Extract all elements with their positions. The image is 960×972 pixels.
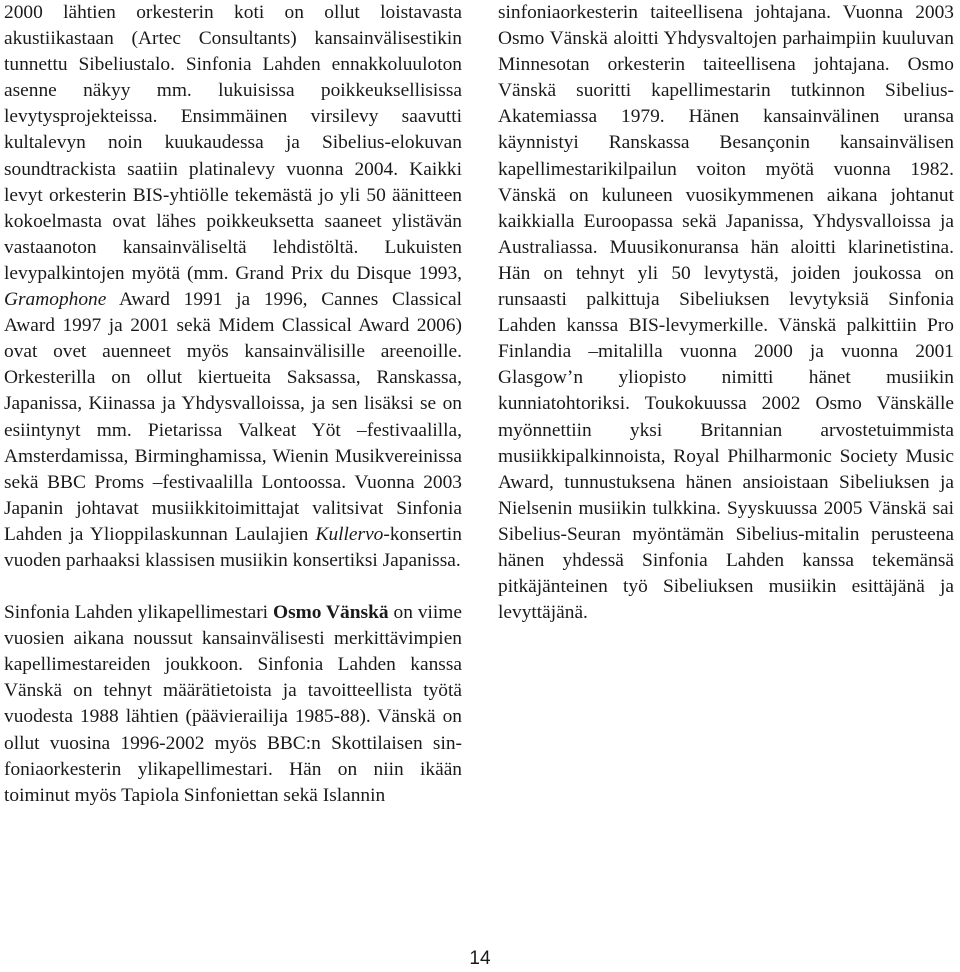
conductor-continued-paragraph: sinfoniaorkesterin taiteellisena johtajana. Vuonna 2003 Osmo Vänskä aloitti Yhdysvaltojen parhaimpiin kuuluvan Minnesotan orkesterin taiteellisena johtajana. Osmo Vänskä suoritti kapellimestarin tutkinnon Sibelius-Akatemiassa 1979. Hänen kansainvälinen uransa käynnistyi Ranskassa Besançonin kansainvälisen kapellimestarikilpailun voiton myötä vuonna 1982. Vänskä on kuluneen vuosikymmenen aikana johtanut kaikkialla Euroopassa sekä Japanissa, Yhdysvalloissa ja Australiassa. Muusikonuransa hän aloitti klarinetistina. Hän on tehnyt yli 50 levytystä, joiden joukossa on runsaasti palkittuja Sibeliuksen levytyksiä Sinfonia Lahden kanssa BIS-levymerkille. Vänskä palkittiin Pro Finlandia –mitalilla vuonna 2000 ja vuonna 2001 Glasgow’n yliopisto nimitti hänet musiikin kunniatohtoriksi. Toukokuussa 2002 Osmo Vänskälle myönnettiin yksi Britannian arvostetuimmista musiikkipalkinnoista, Royal Philharmonic Society Music Award, tunnustuksena hänen ansioistaan Sibeliuksen ja Nielsenin musiikin tulkkina. Syyskuussa 2005 Vänskä sai Sibelius-Seuran myöntämän Sibelius-mitalin perusteena hänen yhdessä Sinfonia Lahden kanssa tekemänsä pitkäjänteinen työ Sibeliuksen musiikin esittäjänä ja levyttäjänä. [498, 2, 954, 624]
left-column [4, 0, 462, 809]
orchestra-text-part-2: Award 1991 ja 1996, Cannes Classical Award 1997 ja 2001 sekä Midem Classical Award 2006) ovat ovet auenneet myös kansainvälisille areenoille. Orkesterilla on ollut kiertueita Saksassa, Ranskassa, Japanissa, Kiinassa ja Yhdysvalloissa, ja sen lisäksi se on esiintynyt mm. Pietarissa Valkeat Yöt –festivaalilla, Amsterdamissa, Birminghamissa, Wienin Musikvereinissa sekä BBC Proms –festivaalilla Lontoossa. Vuonna 2003 Japanin johtavat musiikkitoimittajat valitsivat Sinfonia Lahden ja Ylioppilaskunnan Laulajien [4, 289, 462, 545]
conductor-paragraph [4, 600, 462, 809]
conductor-text-part-1: Sinfonia Lahden ylikapellimestari [4, 602, 273, 624]
conductor-name: Osmo Vänskä [272, 602, 389, 624]
orchestra-paragraph [4, 0, 462, 574]
gramophone-title: Gramophone [4, 289, 107, 311]
conductor-text-part-2: on viime vuosien aikana noussut kansainvälisesti merkittävimpien kapellimestareiden joukkoon. Sinfonia Lahden kanssa Vänskä on tehnyt määrätietoista ja tavoitteellista työtä vuodesta 1988 lähtien (päävierailija 1985-88). Vänskä on ollut vuosina 1996-2002 myös BBC:n Skottilaisen sinfoniaorkesterin ylikapellimestari. Hän on niin ikään toiminut myös Tapiola Sinfoniettan sekä Islannin [4, 602, 462, 806]
right-column [498, 0, 954, 626]
page-number: 14 [469, 948, 491, 969]
orchestra-text-part-3: -konsertin vuoden parhaaksi klassisen musiikin konsertiksi Japanissa. [4, 523, 462, 571]
orchestra-text-part-1: 2000 lähtien orkesterin koti on ollut loistavasta akustiikastaan (Artec Consultants) kansainvälisestikin tunnettu Sibeliustalo. Sinfonia Lahden ennakkoluuloton asenne näkyy mm. lukuisissa poikkeuksellisissa levytysprojekteissa. Ensimmäinen virsilevy saavutti kultalevyn noin kuukaudessa ja Sibelius-elokuvan soundtrackista saatiin platinalevy vuonna 2004. Kaikki levyt orkesterin BIS-yhtiölle tekemästä jo yli 50 äänitteen kokoelmasta ovat lähes poikkeuksetta saaneet ylistävän vastaanoton kansainväliseltä lehdistöltä. Lukuisten levypalkintojen myötä (mm. Grand Prix du Disque 1993, [4, 2, 462, 284]
kullervo-title: Kullervo [315, 523, 384, 545]
